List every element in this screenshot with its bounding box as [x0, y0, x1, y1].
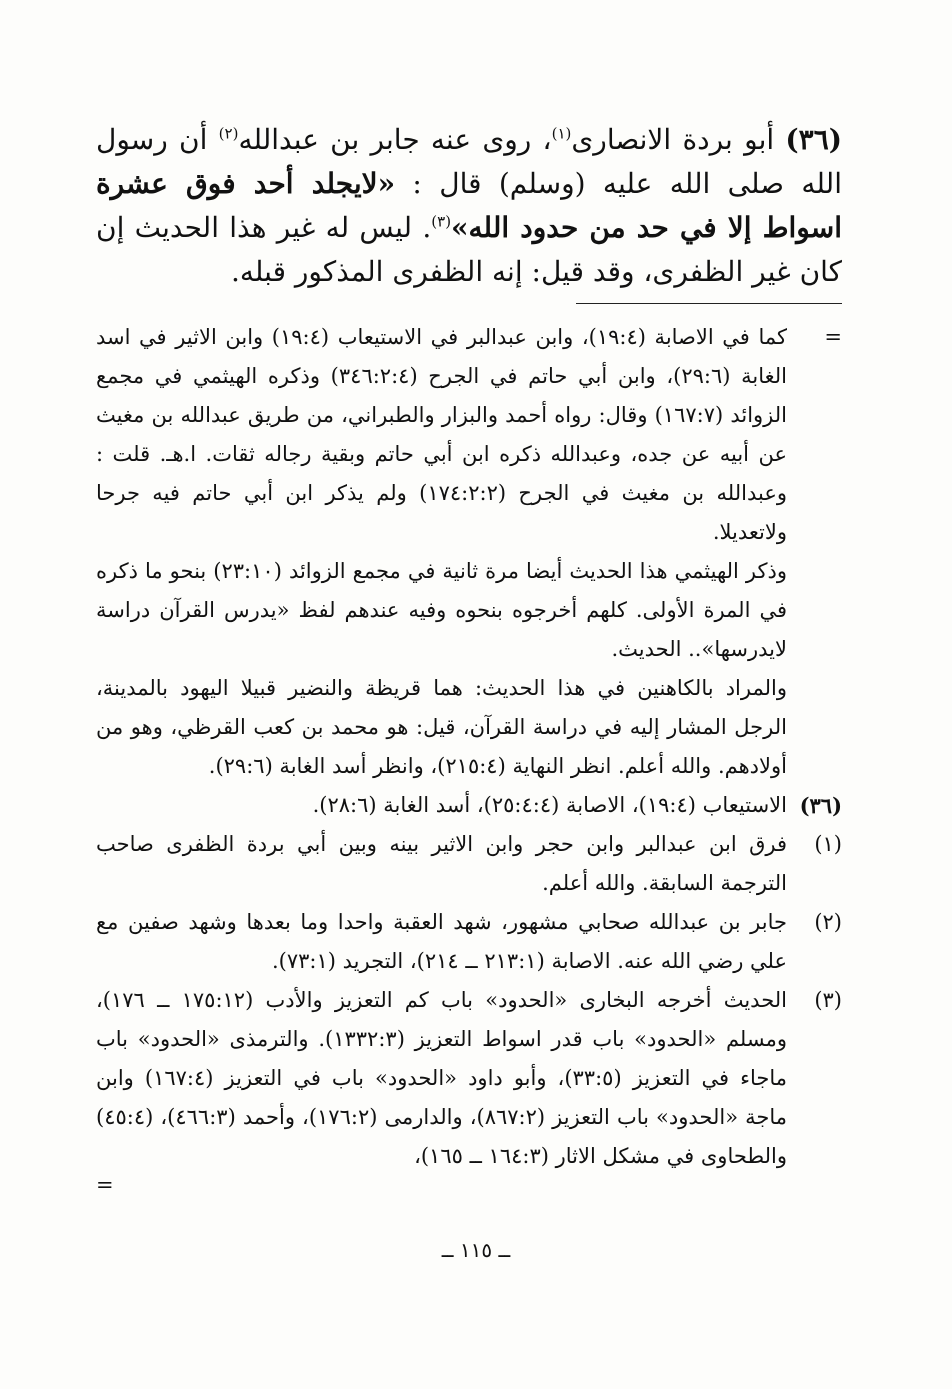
- footnote-continuation: [96, 318, 842, 552]
- footnote-separator: [576, 303, 842, 304]
- footnote-ref[interactable]: (٣): [431, 212, 452, 231]
- hadith-quote: «لايجلد أحد فوق عشرة اسواط إلا في حد من حدود الله»: [96, 167, 843, 244]
- footnote-paragraph: والمراد بالكاهنين في هذا الحديث: هما قريظة والنضير قبيلا اليهود بالمدينة، الرجل المشار إليه في دراسة القرآن، قيل: هو محمد بن كعب القرظي، وهو من أولادهم. والله أعلم. انظر النهاية (٢١٥:٤)، وانظر أسد الغابة (٢٩:٦).: [96, 676, 787, 778]
- footnote-marker: (٣٦): [799, 793, 842, 818]
- page-number: ــ ١١٥ ــ: [441, 1238, 511, 1262]
- main-text-block: [96, 118, 842, 294]
- footnote-marker: (٣): [814, 988, 842, 1012]
- footnote-ref[interactable]: (١): [551, 124, 572, 143]
- footnotes-block: [96, 318, 842, 1197]
- continued-marker: =: [96, 1173, 114, 1197]
- footnote-3: (٣) الحديث أخرجه البخارى «الحدود» باب كم التعزيز والأدب (١٧٥:١٢ ــ ١٧٦)، ومسلم «الحدود» باب قدر اسواط التعزيز (١٣٣٢:٣). والترمذى «الحدود» باب ماجاء في التعزيز (٣٣:٥)، وأبو داود «الحدود» باب في التعزيز (١٦٧:٤) وابن ماجة «الحدود» باب التعزيز (٨٦٧:٢)، والدارمى (١٧٦:٢)، وأحمد (٤٦٦:٣)، (٤٥:٤) والطحاوى في مشكل الاثار (١٦٤:٣ ــ ١٦٥)، =: [96, 981, 842, 1194]
- entry-paragraph: (٣٦) أبو بردة الانصارى$^{(١)}$، روى عنه جابر بن عبدالله$^{(٢)}$ أن رسول الله صلى الله عليه (وسلم) قال : «لايجلد أحد فوق عشرة اسواط إلا في حد من حدود الله»$^{(٣)}$. ليس له غير هذا الحديث إن كان غير الظفرى، وقد قيل: إنه الظفرى المذكور قبله.: [96, 123, 843, 288]
- entry-number: (٣٦): [785, 123, 842, 156]
- footnote-marker: (١): [814, 832, 842, 856]
- footnote-marker: (٢): [814, 910, 842, 934]
- footnote-2: (٢) جابر بن عبدالله صحابي مشهور، شهد العقبة واحدا وما بعدها وشهد صفين مع علي رضي الله عنه. الاصابة (٢١٣:١ ــ ٢١٤)، التجريد (٧٣:١).: [96, 903, 842, 981]
- footnote-36: (٣٦) الاستيعاب (١٩:٤)، الاصابة (٢٥:٤:٤)، أسد الغابة (٢٨:٦).: [96, 786, 842, 825]
- continuation-marker: =: [824, 325, 842, 349]
- footnote-paragraph: وذكر الهيثمي هذا الحديث أيضا مرة ثانية في مجمع الزوائد (٢٣:١٠) بنحو ما ذكره في المرة الأولى. كلهم أخرجوه بنحوه وفيه عندهم لفظ «يدرس القرآن دراسة لايدرسها».. الحديث.: [96, 559, 787, 661]
- footnote-ref[interactable]: (٢): [218, 124, 239, 143]
- footnote-paragraph: كما في الاصابة (١٩:٤)، وابن عبدالبر في الاستيعاب (١٩:٤) وابن الاثير في اسد الغابة (٢٩:٦)، وابن أبي حاتم في الجرح (٣٤٦:٢:٤) وذكره الهيثمي في مجمع الزوائد (١٦٧:٧) وقال: رواه أحمد والبزار والطبراني، من طريق عبدالله بن مغيث عن أبيه عن جده، وعبدالله ذكره ابن أبي حاتم وبقية رجاله ثقات. ا.هـ. قلت : وعبدالله بن مغيث في الجرح (١٧٤:٢:٢) ولم يذكر ابن أبي حاتم فيه جرحا ولاتعديلا.: [96, 325, 788, 544]
- footnote-1: (١) فرق ابن عبدالبر وابن حجر وابن الاثير بينه وبين أبي بردة الظفرى صاحب الترجمة السابقة. والله أعلم.: [96, 825, 842, 903]
